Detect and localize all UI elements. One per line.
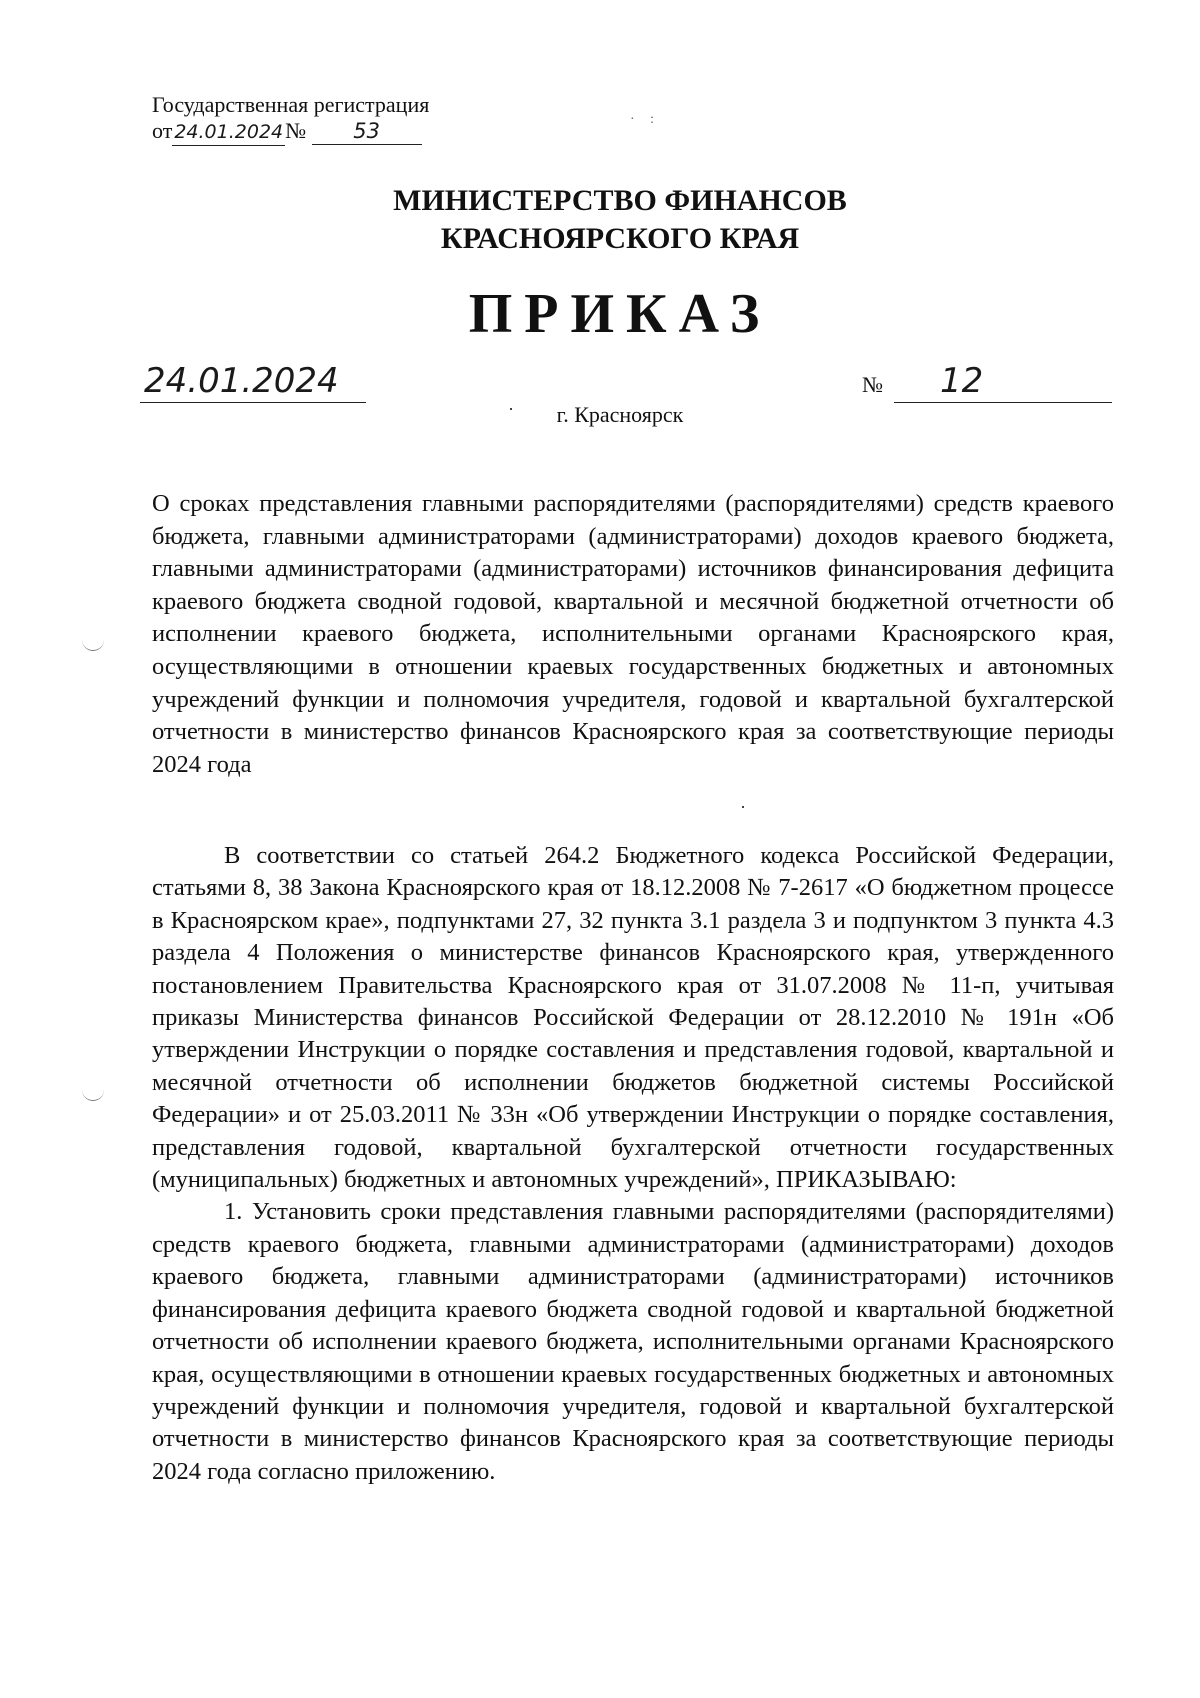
ministry-name-line2: КРАСНОЯРСКОГО КРАЯ bbox=[440, 222, 800, 255]
punch-hole-mark bbox=[82, 638, 104, 651]
scan-speck bbox=[742, 806, 744, 808]
scan-speck bbox=[510, 408, 512, 410]
document-type-title: ПРИКАЗ bbox=[468, 283, 772, 345]
registration-details bbox=[152, 118, 472, 146]
document-subject: О сроках представления главными распорядителями (распорядителями) средств краевого бюджета, главными администраторами (администраторами) доходов краевого бюджета, главными администраторами (администраторами) источников финансирования дефицита краевого бюджета сводной годовой, квартальной и месячной бюджетной отчетности об исполнении краевого бюджета, исполнительными органами Красноярского края, осуществляющими в отношении краевых государственных бюджетных и автономных учреждений функции и полномочия учредителя, годовой и квартальной бухгалтерской отчетности в министерство финансов Красноярского края за соответствующие периоды 2024 года bbox=[152, 490, 1114, 778]
registration-number: 53 bbox=[312, 118, 422, 145]
document-number: 12 bbox=[894, 360, 1112, 403]
ministry-name-line1: МИНИСТЕРСТВО ФИНАНСОВ bbox=[393, 184, 847, 217]
registration-number-sign: № bbox=[285, 118, 307, 143]
document-city: г. Красноярск bbox=[556, 402, 684, 427]
registration-label: Государственная регистрация bbox=[152, 92, 430, 117]
body-item-1: 1. Установить сроки представления главными распорядителями (распорядителями) средств краевого бюджета, главными администраторами (администраторами) доходов краевого бюджета, главными администраторами (администраторами) источников финансирования дефицита краевого бюджета сводной годовой и квартальной бюджетной отчетности об исполнении краевого бюджета, исполнительными органами Красноярского края, осуществляющими в отношении краевых государственных бюджетных и автономных учреждений функции и полномочия учредителя, годовой и квартальной бухгалтерской отчетности в министерство финансов Красноярского края за соответствующие периоды 2024 года согласно приложению. bbox=[152, 1198, 1114, 1485]
registration-date-prefix: от bbox=[152, 118, 173, 143]
punch-hole-mark bbox=[82, 1088, 104, 1101]
scan-artifact: · : bbox=[630, 112, 661, 127]
registration-stamp bbox=[152, 92, 472, 146]
document-number-sign: № bbox=[862, 372, 883, 397]
document-date: 24.01.2024 bbox=[140, 360, 366, 403]
ministry-header bbox=[0, 182, 1200, 258]
document-body bbox=[152, 840, 1114, 1488]
body-preamble: В соответствии со статьей 264.2 Бюджетного кодекса Российской Федерации, статьями 8, 38 Закона Красноярского края от 18.12.2008 № 7-2617 «О бюджетном процессе в Красноярском крае», подпунктами 27, 32 пункта 3.1 раздела 3 и подпунктом 3 пункта 4.3 раздела 4 Положения о министерстве финансов Красноярского края, утвержденного постановлением Правительства Красноярского края от 31.07.2008 № 11-п, учитывая приказы Министерства финансов Российской Федерации от 28.12.2010 № 191н «Об утверждении Инструкции о порядке составления и представления годовой, квартальной и месячной отчетности об исполнении бюджетов бюджетной системы Российской Федерации» и от 25.03.2011 № 33н «Об утверждении Инструкции о порядке составления, представления годовой, квартальной бухгалтерской отчетности государственных (муниципальных) бюджетных и автономных учреждений», ПРИКАЗЫВАЮ: bbox=[152, 842, 1114, 1194]
registration-date: 24.01.2024 bbox=[172, 119, 285, 146]
